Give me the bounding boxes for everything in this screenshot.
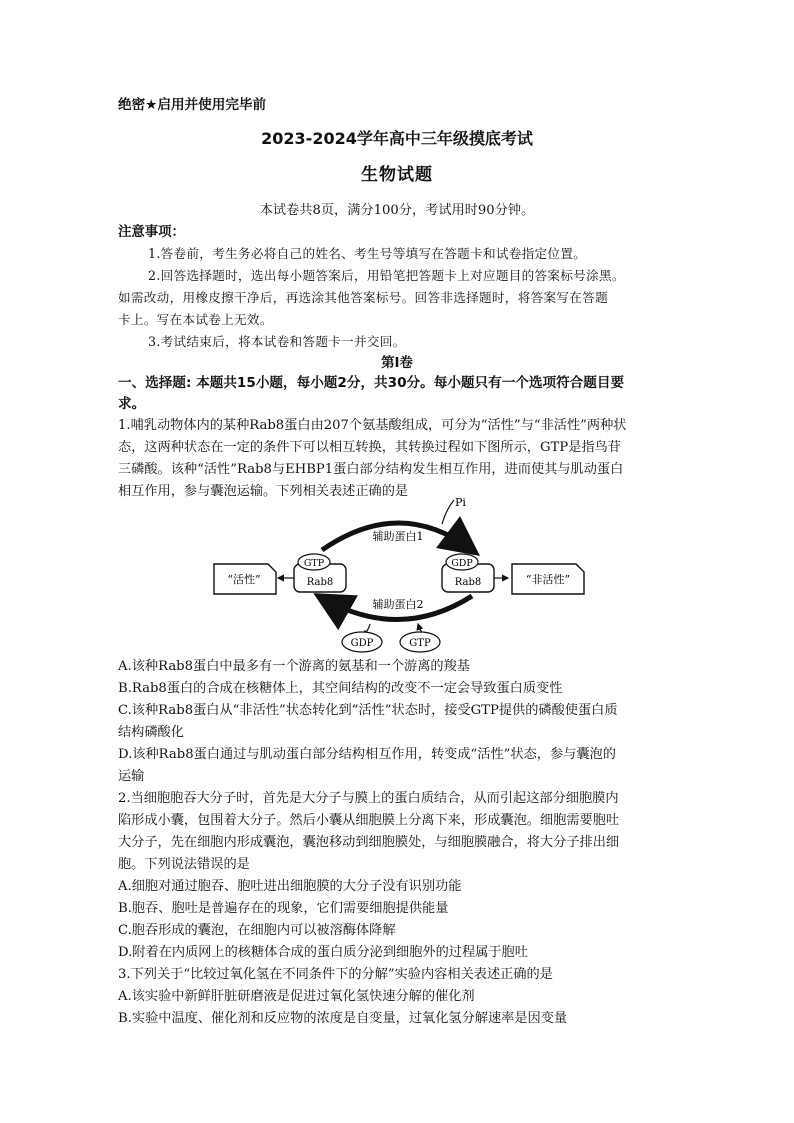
q3-option-a: A.该实验中新鲜肝脏研磨液是促进过氧化氢快速分解的催化剂 <box>118 989 475 1004</box>
pi-label: Pi <box>455 496 466 509</box>
q1-option-a: A.该种Rab8蛋白中最多有一个游离的氨基和一个游离的羧基 <box>118 659 470 674</box>
q2-option-c: C.胞吞形成的囊泡，在细胞内可以被溶酶体降解 <box>118 923 396 938</box>
q1-stem-line-1: 1.哺乳动物体内的某种Rab8蛋白由207个氨基酸组成，可分为“活性”与“非活性”两种状 <box>118 418 627 433</box>
note-2-line-3: 卡上。写在本试卷上无效。 <box>118 312 273 327</box>
pi-release-line <box>442 500 454 524</box>
section-heading-line-2: 求。 <box>118 396 146 412</box>
right-gdp-label: GDP <box>451 558 473 569</box>
exam-title: 2023-2024学年高中三年级摸底考试 <box>261 129 533 148</box>
q1-option-c-line-1: C.该种Rab8蛋白从“非活性”状态转化到“活性”状态时，接受GTP提供的磷酸使蛋白质 <box>118 703 618 718</box>
confidential-label: 绝密★启用并使用完毕前 <box>118 97 267 113</box>
right-rab8-label: Rab8 <box>454 577 482 588</box>
active-state-label: “活性” <box>227 573 261 586</box>
q2-option-a: A.细胞对通过胞吞、胞吐进出细胞膜的大分子没有识别功能 <box>118 879 462 894</box>
rab8-conversion-diagram <box>210 492 590 660</box>
q1-option-b: B.Rab8蛋白的合成在核糖体上，其空间结构的改变不一定会导致蛋白质变性 <box>118 681 563 696</box>
volume-label: 第Ⅰ卷 <box>381 356 413 371</box>
bottom-gdp-label: GDP <box>350 638 374 649</box>
q1-option-d-line-2: 运输 <box>118 769 145 784</box>
q1-option-c-line-2: 结构磷酸化 <box>118 725 184 740</box>
exam-intro: 本试卷共8页，满分100分，考试用时90分钟。 <box>259 203 535 218</box>
bottom-gtp-label: GTP <box>409 638 431 649</box>
q2-stem-line-3: 大分子，先在细胞内形成囊泡，囊泡移动到细胞膜处，与细胞膜融合，将大分子排出细 <box>118 835 620 850</box>
left-rab8-label: Rab8 <box>306 577 334 588</box>
helper-protein-2-label: 辅助蛋白2 <box>372 598 424 611</box>
q2-option-b: B.胞吞、胞吐是普遍存在的现象，它们需要细胞提供能量 <box>118 901 449 916</box>
helper-protein-1-label: 辅助蛋白1 <box>372 530 424 543</box>
note-2-line-1: 2.回答选择题时，选出每小题答案后，用铅笔把答题卡上对应题目的答案标号涂黑。 <box>148 268 625 283</box>
q3-option-b: B.实验中温度、催化剂和反应物的浓度是自变量，过氧化氢分解速率是因变量 <box>118 1011 568 1026</box>
note-2-line-2: 如需改动，用橡皮擦干净后，再选涂其他答案标号。回答非选择题时，将答案写在答题 <box>118 290 608 305</box>
note-3: 3.考试结束后，将本试卷和答题卡一并交回。 <box>148 334 406 349</box>
left-gtp-label: GTP <box>303 558 325 569</box>
q2-stem-line-2: 陷形成小囊，包围着大分子。然后小囊从细胞膜上分离下来，形成囊泡。细胞需要胞吐 <box>118 813 620 828</box>
subject-title: 生物试题 <box>361 165 433 185</box>
q2-option-d: D.附着在内质网上的核糖体合成的蛋白质分泌到细胞外的过程属于胞吐 <box>118 945 528 960</box>
note-1: 1.答卷前，考生务必将自己的姓名、考生号等填写在答题卡和试卷指定位置。 <box>148 246 587 261</box>
q1-option-d-line-1: D.该种Rab8蛋白通过与肌动蛋白部分结构相互作用，转变成“活性”状态，参与囊泡的 <box>118 747 616 762</box>
q3-stem: 3.下列关于“比较过氧化氢在不同条件下的分解”实验内容相关表述正确的是 <box>118 967 553 982</box>
q1-stem-line-2: 态，这两种状态在一定的条件下可以相互转换，其转换过程如下图所示，GTP是指鸟苷 <box>118 440 621 455</box>
q1-stem-line-4: 相互作用，参与囊泡运输。下列相关表述正确的是 <box>118 484 409 499</box>
notes-heading: 注意事项： <box>118 225 185 240</box>
q2-stem-line-1: 2.当细胞胞吞大分子时，首先是大分子与膜上的蛋白质结合，从而引起这部分细胞膜内 <box>118 791 619 806</box>
section-heading-line-1: 一、选择题: 本题共15小题，每小题2分，共30分。每小题只有一个选项符合题目要 <box>118 375 625 391</box>
q1-stem-line-3: 三磷酸。该种“活性”Rab8与EHBP1蛋白部分结构发生相互作用，进而使其与肌动蛋白 <box>118 462 624 477</box>
q2-stem-line-4: 胞。下列说法错误的是 <box>118 857 250 872</box>
inactive-state-label: “非活性” <box>525 573 571 586</box>
